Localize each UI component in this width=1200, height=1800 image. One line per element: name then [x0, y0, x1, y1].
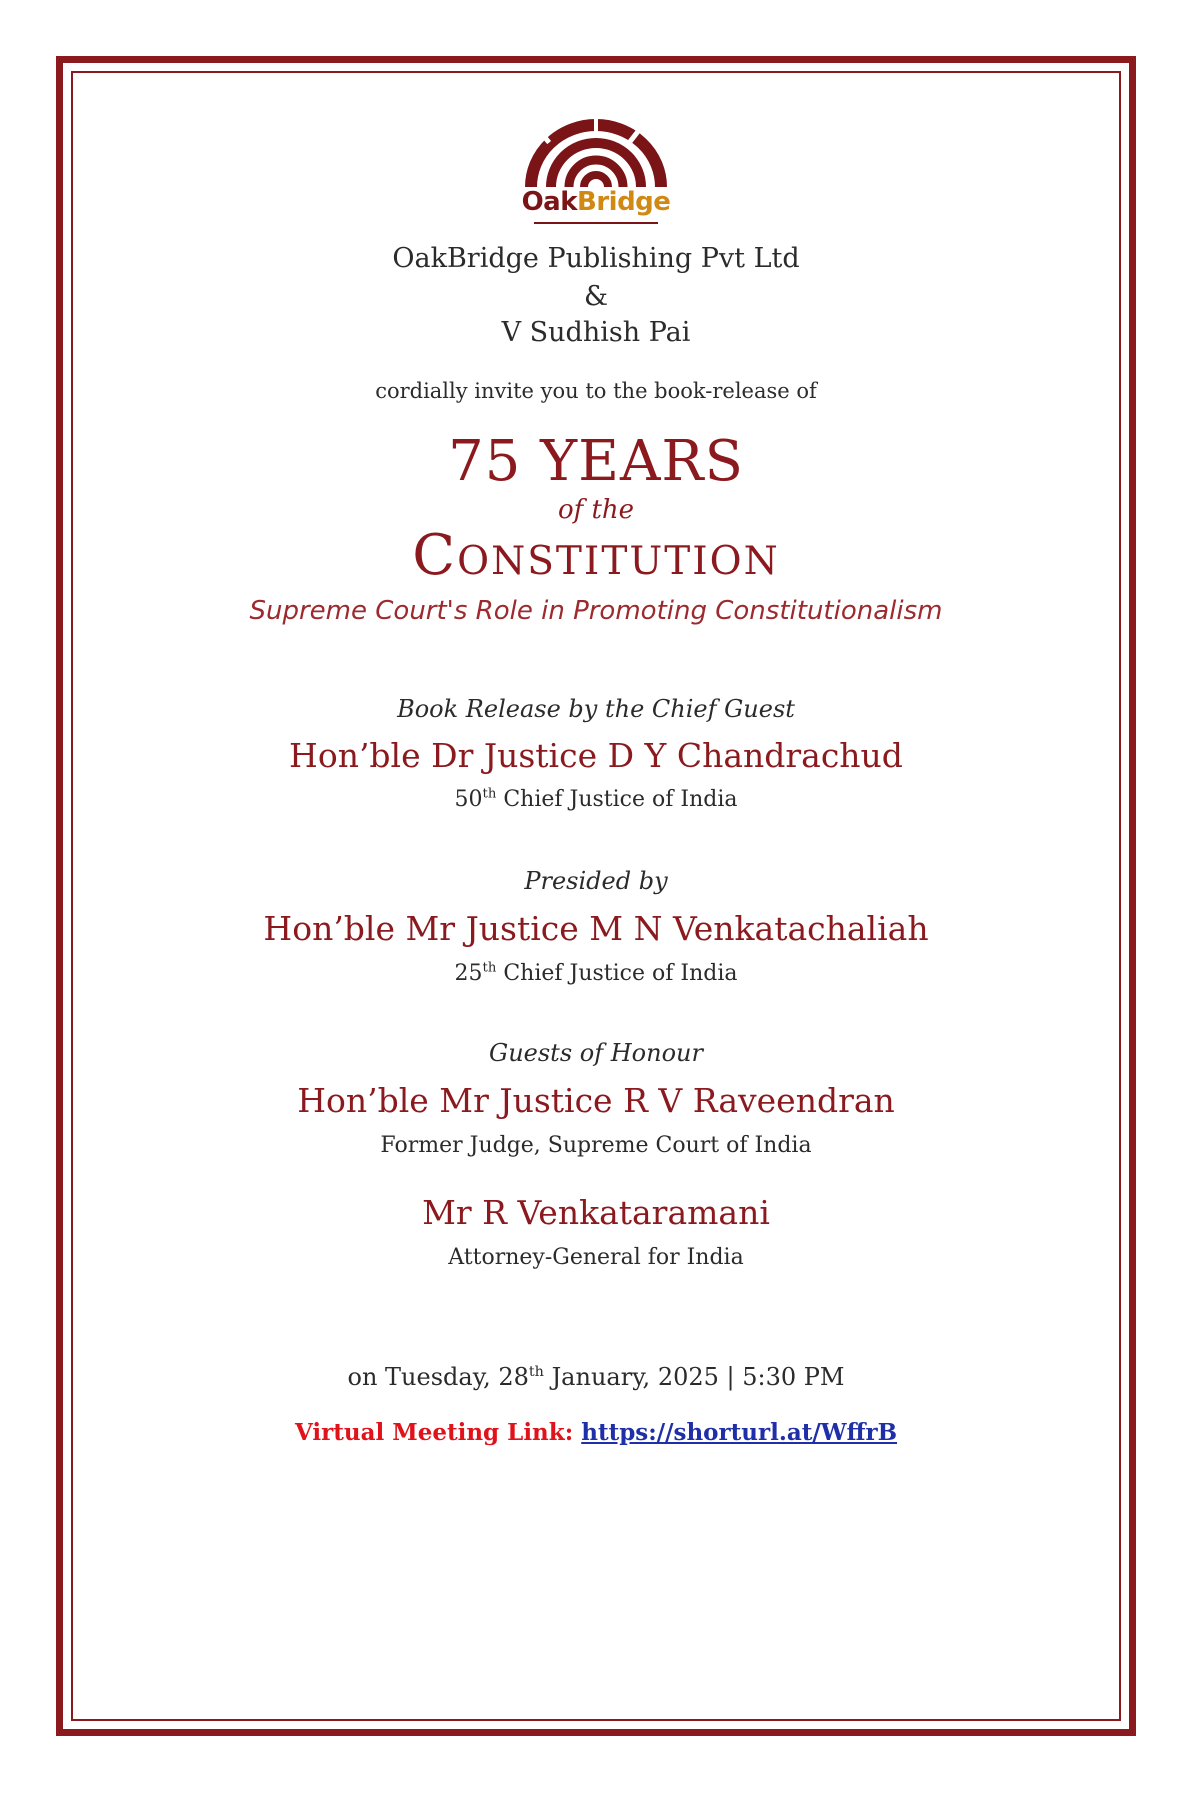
book-title-line-3: Constitution: [412, 523, 780, 588]
presided-name: Hon’ble Mr Justice M N Venkatachaliah: [263, 909, 929, 948]
guest-2-name: Mr R Venkataramani: [422, 1193, 770, 1232]
presided-ordinal-suffix: th: [482, 960, 497, 976]
invite-text: cordially invite you to the book-release of: [375, 379, 817, 403]
host-line-1: OakBridge Publishing Pvt Ltd: [392, 243, 800, 274]
host-line-2: &: [583, 281, 609, 312]
event-date-suffix: th: [528, 1364, 544, 1380]
chief-guest-title: [71, 787, 1121, 812]
event-date-time: [71, 1363, 1121, 1391]
logo-text-bridge: Bridge: [577, 187, 671, 217]
chief-guest-name: Hon’ble Dr Justice D Y Chandrachud: [289, 736, 903, 775]
chief-guest-ordinal-suffix: th: [482, 786, 497, 802]
virtual-meeting-link[interactable]: https://shorturl.at/WffrB: [581, 1419, 898, 1446]
chief-guest-title-text: Chief Justice of India: [503, 787, 738, 812]
presided-ordinal: 25: [454, 961, 483, 986]
book-title-line-2: of the: [557, 495, 635, 525]
event-date-prefix: on Tuesday, 28: [347, 1363, 529, 1391]
guest-1-name: Hon’ble Mr Justice R V Raveendran: [297, 1081, 895, 1120]
tree-rings-icon: [511, 117, 681, 197]
guests-of-honour-role: Guests of Honour: [489, 1039, 703, 1067]
guest-1-title: Former Judge, Supreme Court of India: [380, 1133, 812, 1158]
logo-wordmark: [511, 187, 681, 217]
guest-2-title: Attorney-General for India: [448, 1245, 744, 1270]
presided-role: Presided by: [524, 867, 668, 895]
host-line-3: V Sudhish Pai: [501, 317, 691, 348]
virtual-meeting-line: [71, 1419, 1121, 1446]
book-title-line-1: 75 YEARS: [448, 429, 744, 494]
presided-title: [71, 961, 1121, 986]
logo-text-oak: Oak: [521, 187, 578, 217]
virtual-meeting-label: Virtual Meeting Link:: [294, 1419, 574, 1446]
chief-guest-ordinal: 50: [454, 787, 483, 812]
oakbridge-logo: [511, 117, 681, 227]
logo-underline: [534, 222, 658, 224]
event-date-rest: January, 2025 | 5:30 PM: [551, 1363, 845, 1391]
presided-title-text: Chief Justice of India: [503, 961, 738, 986]
book-subtitle: Supreme Court's Role in Promoting Constitutionalism: [249, 596, 943, 626]
invitation-card: [71, 71, 1121, 1721]
chief-guest-role: Book Release by the Chief Guest: [397, 695, 795, 723]
